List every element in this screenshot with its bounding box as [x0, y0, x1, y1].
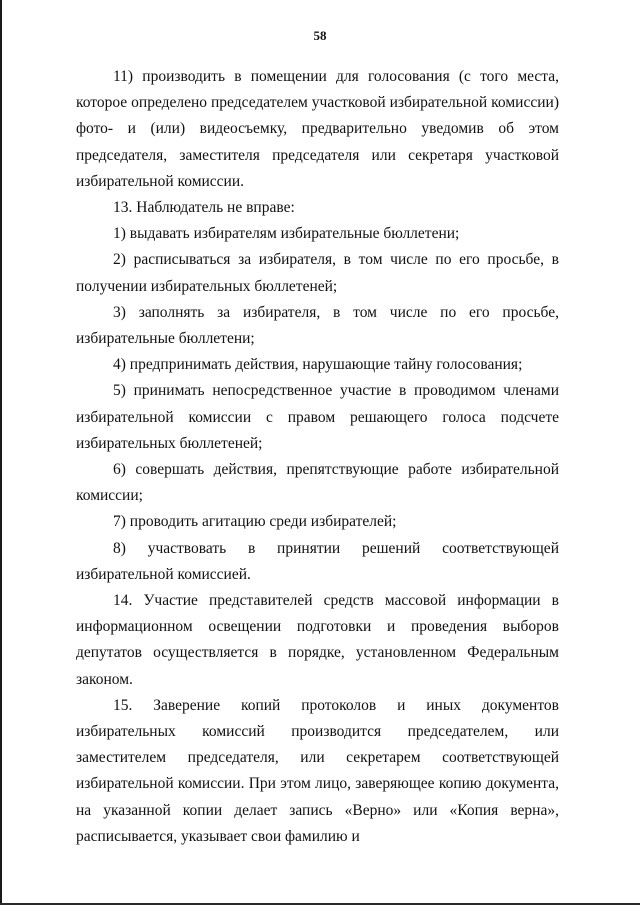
- paragraph-item-4: 4) предпринимать действия, нарушающие тайну голосования;: [113, 356, 523, 374]
- paragraph-item-11: 11) производить в помещении для голосования (с того места, которое определено председателем участковой избирательной комиссии) фото- и (или) видеосъемку, предварительно уведомив об этом председателя, заместителя председателя или секретаря участковой избирательной комиссии.: [76, 68, 559, 190]
- paragraph-item-1: 1) выдавать избирателям избирательные бюллетени;: [113, 225, 460, 243]
- paragraph-item-5: 5) принимать непосредственное участие в проводимом членами избирательной комиссии с правом решающего голоса подсчете избирательных бюллетеней;: [76, 382, 559, 452]
- page-number: 58: [313, 28, 327, 43]
- paragraph-item-8: 8) участвовать в принятии решений соответствующей избирательной комиссией.: [76, 539, 559, 583]
- scan-edge-left: [0, 0, 2, 905]
- paragraph-section-14: 14. Участие представителей средств массовой информации в информационном освещении подготовки и проведения выборов депутатов осуществляется в порядке, установленном Федеральным законом.: [76, 592, 559, 688]
- paragraph-section-15: 15. Заверение копий протоколов и иных документов избирательных комиссий производится председателем, или заместителем председателя, или секретарем соответствующей избирательной комиссии. При этом лицо, заверяющее копию документа, на указанной копии делает запись «Верно» или «Копия верна», расписывается, указывает свои фамилию и: [76, 696, 559, 845]
- paragraph-item-2: 2) расписываться за избирателя, в том числе по его просьбе, в получении избирательных бюллетеней;: [76, 251, 559, 295]
- paragraph-item-6: 6) совершать действия, препятствующие работе избирательной комиссии;: [76, 461, 559, 505]
- paragraph-section-13-heading: 13. Наблюдатель не вправе:: [113, 199, 295, 217]
- paragraph-item-7: 7) проводить агитацию среди избирателей;: [113, 513, 397, 531]
- document-body: [76, 64, 559, 850]
- paragraph-item-3: 3) заполнять за избирателя, в том числе по его просьбе, избирательные бюллетени;: [76, 303, 559, 348]
